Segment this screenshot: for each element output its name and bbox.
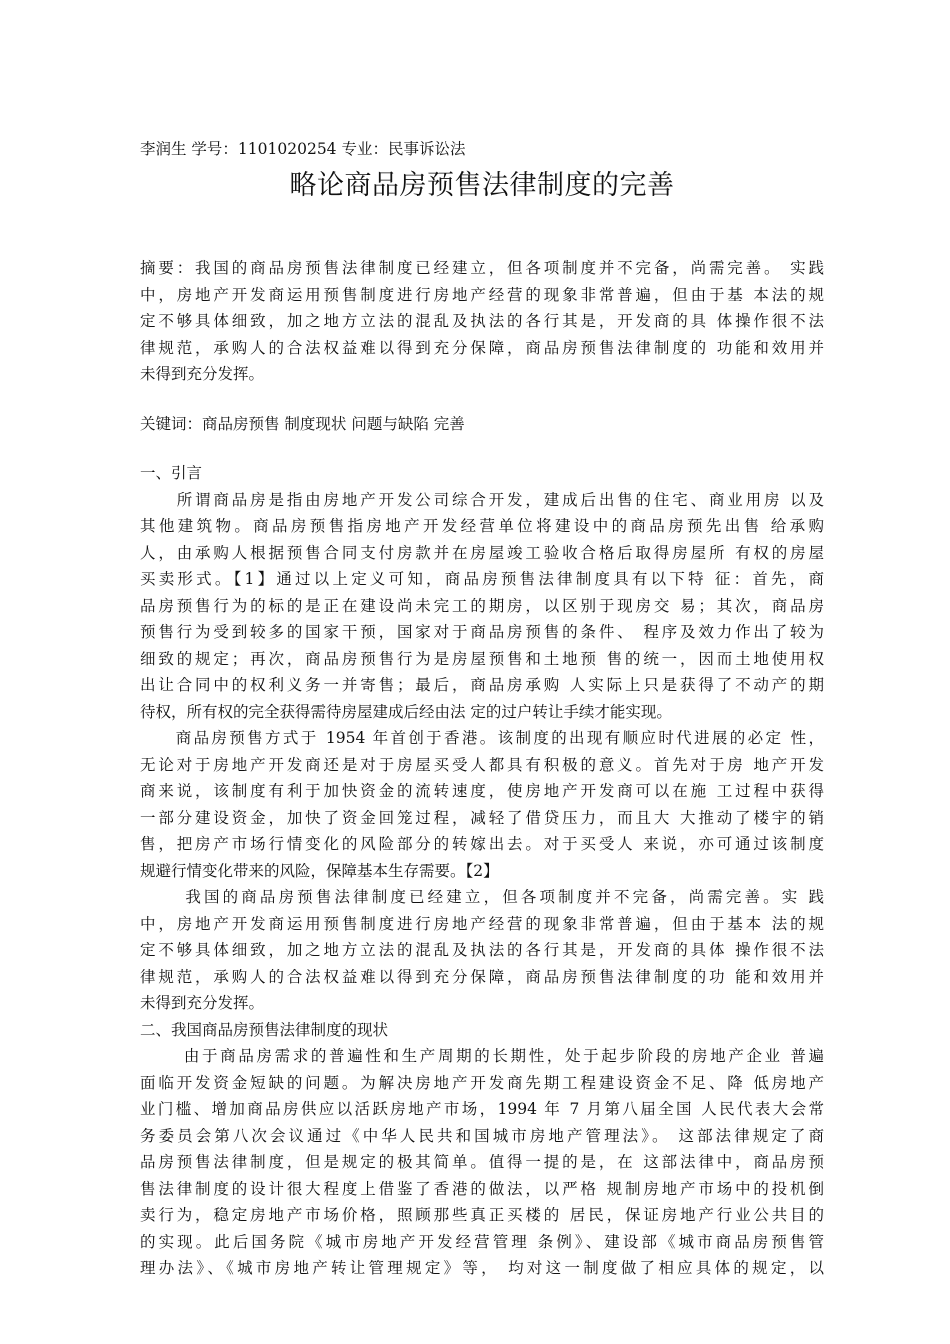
text-line: 由于商品房需求的普遍性和生产周期的长期性，处于起步阶段的房地产企业 普遍 — [140, 1047, 824, 1065]
text-line: 品房预售行为的标的是正在建设尚未完工的期房，以区别于现房交 易；其次，商品房 — [140, 596, 824, 615]
author-meta-line: 李润生 学号：1101020254 专业：民事诉讼法 — [140, 140, 466, 158]
text-line: 规避行情变化带来的风险，保障基本生存需要。【2】 — [140, 861, 499, 880]
text-line: 所谓商品房是指由房地产开发公司综合开发，建成后出售的住宅、商业用房 以及 — [140, 490, 824, 509]
intro-paragraph-1 — [140, 487, 824, 726]
text-line: 买卖形式。【1】通过以上定义可知，商品房预售法律制度具有以下特 征：首先，商 — [140, 570, 824, 588]
document-page — [140, 136, 824, 1282]
text-line: 商品房预售方式于 1954 年首创于香港。该制度的出现有顺应时代进展的必定 性， — [140, 729, 824, 747]
text-line: 理办法》、《城市房地产转让管理规定》等， 均对这一制度做了相应具体的规定，以 — [140, 1259, 824, 1277]
text-line: 无论对于房地产开发商还是对于房屋买受人都具有积极的意义。首先对于房 地产开发 — [140, 755, 824, 774]
intro-paragraph-3 — [140, 884, 824, 1017]
text-line: 预售行为受到较多的国家干预，国家对于商品房预售的条件、 程序及效力作出了较为 — [140, 623, 824, 641]
text-line: 人，由承购人根据预售合同支付房款并在房屋竣工验收合格后取得房屋所 有权的房屋 — [140, 543, 824, 562]
text-line: 品房预售法律制度，但是规定的极其简单。值得一提的是，在 这部法律中，商品房预 — [140, 1153, 824, 1171]
text-line: 出让合同中的权利义务一并寄售；最后，商品房承购 人实际上只是获得了不动产的期 — [140, 676, 824, 694]
text-line: 商来说，该制度有利于加快资金的流转速度，使房地产开发商可以在施 工过程中获得 — [140, 782, 824, 800]
section-heading-introduction: 一、引言 — [140, 464, 203, 482]
text-line: 律规范，承购人的合法权益难以得到充分保障，商品房预售法律制度的 功能和效用并 — [140, 338, 824, 357]
text-line: 未得到充分发挥。 — [140, 994, 265, 1012]
text-line: 务委员会第八次会议通过《中华人民共和国城市房地产管理法》。 这部法律规定了商 — [140, 1126, 824, 1145]
keywords-line: 关键词：商品房预售 制度现状 问题与缺陷 完善 — [140, 414, 465, 433]
text-line: 面临开发资金短缺的问题。为解决房地产开发商先期工程建设资金不足、降 低房地产 — [140, 1073, 824, 1092]
text-line: 待权，所有权的完全获得需待房屋建成后经由法 定的过户转让手续才能实现。 — [140, 702, 672, 721]
text-line: 我国的商品房预售法律制度已经建立，但各项制度并不完备，尚需完善。实 践 — [140, 888, 824, 906]
text-line: 摘要：我国的商品房预售法律制度已经建立，但各项制度并不完备，尚需完善。 实践 — [140, 259, 824, 277]
text-line: 售法律制度的设计很大程度上借鉴了香港的做法，以严格 规制房地产市场中的投机倒 — [140, 1179, 824, 1198]
text-line: 律规范，承购人的合法权益难以得到充分保障，商品房预售法律制度的功 能和效用并 — [140, 967, 824, 986]
text-line: 业门槛、增加商品房供应以活跃房地产市场，1994 年 7 月第八届全国 人民代表大会常 — [140, 1100, 824, 1118]
text-line: 未得到充分发挥。 — [140, 365, 265, 383]
text-line: 卖行为，稳定房地产市场价格，照顾那些真正买楼的 居民，保证房地产行业公共目的 — [140, 1206, 824, 1224]
status-paragraph-1 — [140, 1043, 824, 1282]
text-line: 定不够具体细致，加之地方立法的混乱及执法的各行其是，开发商的具体 操作很不法 — [140, 941, 824, 959]
text-line: 中，房地产开发商运用预售制度进行房地产经营的现象非常普遍，但由于基 本法的规 — [140, 285, 824, 304]
text-line: 一部分建设资金，加快了资金回笼过程，减轻了借贷压力，而且大 大推动了楼宇的销 — [140, 808, 824, 827]
text-line: 中，房地产开发商运用预售制度进行房地产经营的现象非常普遍，但由于基本 法的规 — [140, 914, 824, 933]
abstract-paragraph — [140, 255, 824, 388]
intro-paragraph-2 — [140, 725, 824, 884]
text-line: 售，把房产市场行情变化的风险部分的转嫁出去。对于买受人 来说，亦可通过该制度 — [140, 835, 824, 853]
section-heading-status: 二、我国商品房预售法律制度的现状 — [140, 1020, 389, 1039]
text-line: 细致的规定；再次，商品房预售行为是房屋预售和土地预 售的统一，因而土地使用权 — [140, 649, 824, 668]
text-line: 的实现。此后国务院《城市房地产开发经营管理 条例》、建设部《城市商品房预售管 — [140, 1232, 824, 1251]
text-line: 其他建筑物。商品房预售指房地产开发经营单位将建设中的商品房预先出售 给承购 — [140, 517, 824, 535]
text-line: 定不够具体细致，加之地方立法的混乱及执法的各行其是，开发商的具 体操作很不法 — [140, 312, 824, 330]
page-title: 略论商品房预售法律制度的完善 — [289, 170, 675, 201]
